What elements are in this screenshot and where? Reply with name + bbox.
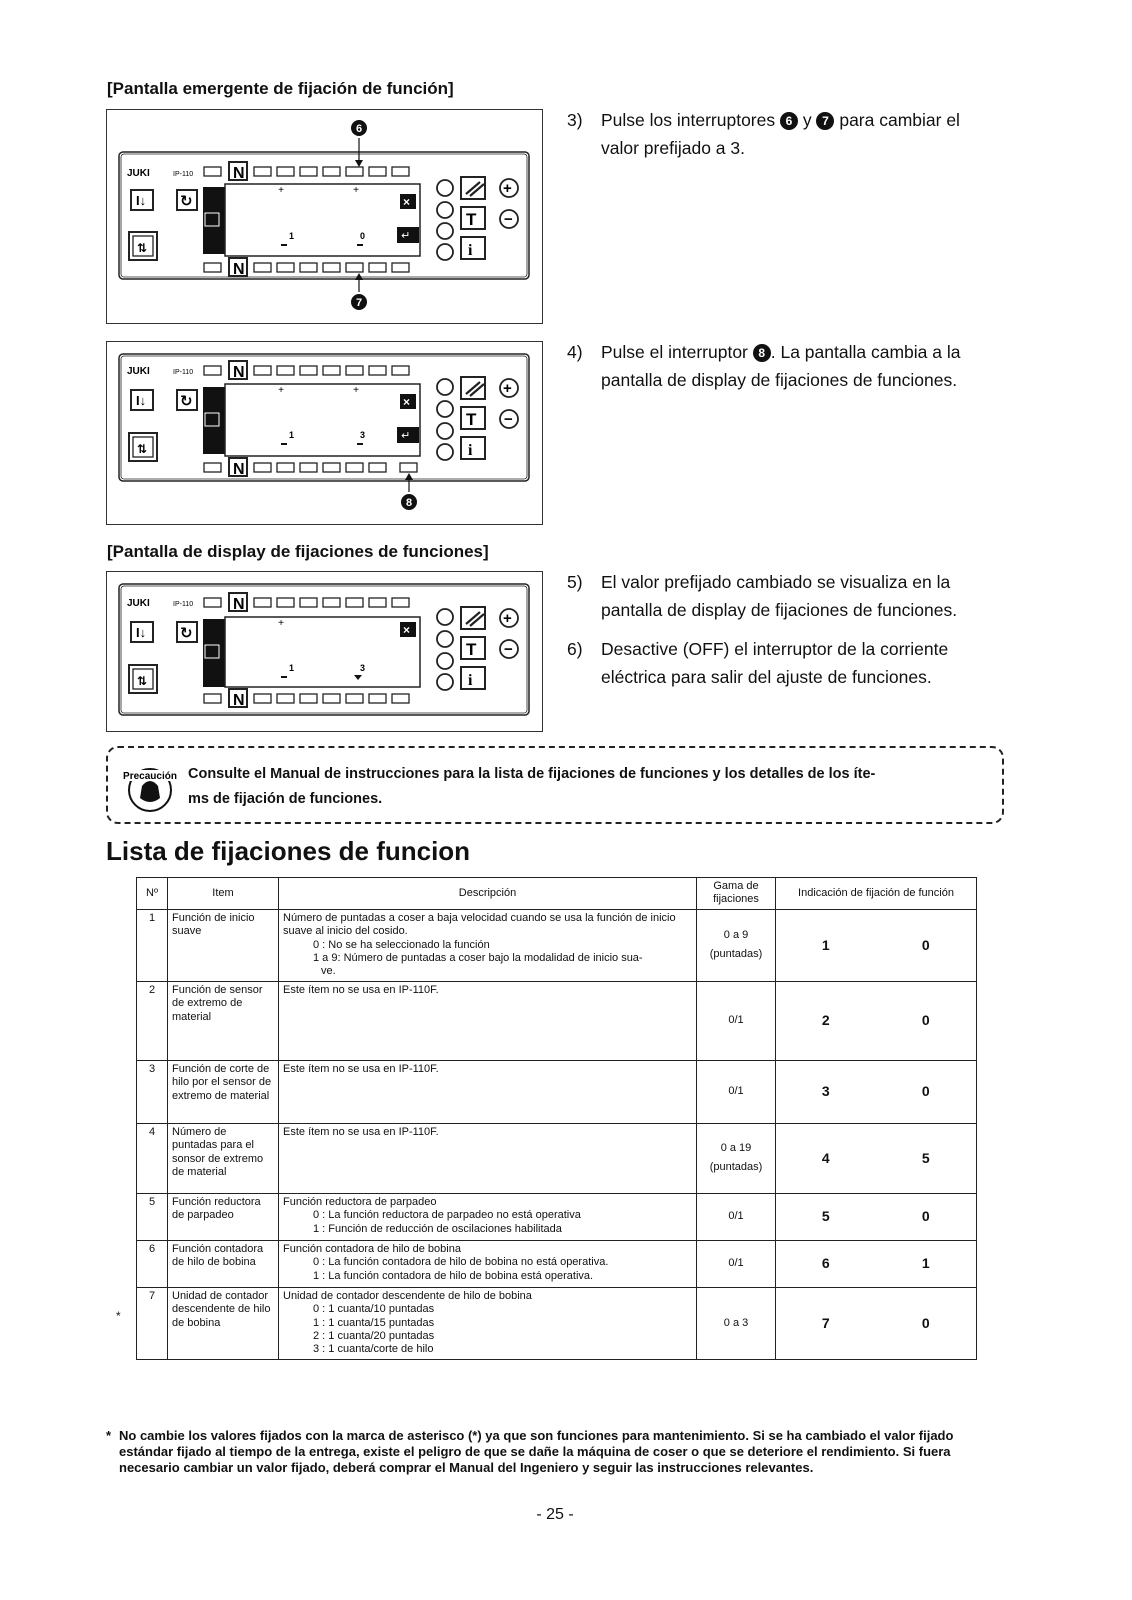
svg-text:+: + (503, 380, 512, 397)
svg-text:+: + (503, 610, 512, 627)
callout-7-ref: 7 (816, 112, 834, 130)
svg-text:I↓: I↓ (136, 193, 147, 208)
svg-text:T: T (466, 410, 477, 429)
callout-6-ref: 6 (780, 112, 798, 130)
step-3: 3) Pulse los interruptores 6 y 7 para cambiar el valor prefijado a 3. (567, 110, 960, 158)
section-title-display: [Pantalla de display de fijaciones de funciones] (107, 542, 489, 561)
svg-text:−: − (504, 641, 513, 658)
step-4: 4) Pulse el interruptor 8 . La pantalla cambia a la pantalla de display de fijaciones de funciones. (567, 342, 961, 390)
svg-text:N: N (233, 596, 245, 613)
table-row: 3 Función de corte de hilo por el sensor de extremo de material Este ítem no se usa en IP-110F. 0/1 3 0 (137, 1060, 977, 1123)
page-number: - 25 - (536, 1506, 574, 1523)
table-row: 6 Función contadora de hilo de bobina Función contadora de hilo de bobina 0 : La función contadora de hilo de bobina no está operativa. 1 : La función contadora de hilo de bobina está operativa. 0/1 6 1 (137, 1240, 977, 1287)
svg-text:JUKI: JUKI (127, 598, 150, 609)
section-title-popup: [Pantalla emergente de fijación de función] (107, 79, 454, 98)
panel-figure-1 (106, 109, 543, 324)
svg-text:I↓: I↓ (136, 625, 147, 640)
header-desc: Descripción (279, 878, 697, 910)
svg-text:+: + (353, 385, 359, 396)
svg-text:+: + (278, 385, 284, 396)
svg-text:IP-110: IP-110 (173, 601, 194, 608)
svg-text:−: − (504, 411, 513, 428)
callout-6: 6 (355, 123, 363, 135)
table-row: 4 Número de puntadas para el sonsor de extremo de material Este ítem no se usa en IP-110F. 0 a 19 (puntadas) 4 5 (137, 1123, 977, 1193)
svg-text:N: N (233, 364, 245, 381)
table-row: 1 Función de inicio suave Número de puntadas a coser a baja velocidad cuando se usa la función de inicio suave al inicio del cosido. 0 : No se ha seleccionado la función 1 a 9: Número de puntadas a coser bajo la modalidad de inicio sua- ve. 0 a 9 (puntadas) 1 0 (137, 909, 977, 981)
svg-text:T: T (466, 210, 477, 229)
callout-7: 7 (355, 297, 363, 309)
svg-text:i: i (468, 242, 473, 259)
caution-icon (122, 758, 178, 814)
svg-text:+: + (353, 185, 359, 196)
ip110-panel-diagram-2 (107, 342, 542, 524)
ip110-panel-diagram-3 (107, 572, 542, 731)
svg-text:↻: ↻ (180, 624, 193, 642)
model-label: IP-110 (173, 171, 194, 178)
header-range: Gama de fijaciones (697, 878, 776, 910)
svg-text:N: N (233, 261, 245, 278)
function-settings-table (136, 877, 977, 1360)
svg-text:⇅: ⇅ (137, 674, 148, 688)
panel-figure-3 (106, 571, 543, 732)
callout-8-ref: 8 (753, 344, 771, 362)
display-right-value: 3 (360, 430, 366, 440)
svg-text:↻: ↻ (180, 192, 193, 210)
table-row: 7 Unidad de contador descendente de hilo de bobina Unidad de contador descendente de hilo de bobina 0 : 1 cuanta/10 puntadas 1 : 1 cuanta/15 puntadas 2 : 1 cuanta/20 puntadas 3 : 1 cuanta/corte de hilo 0 a 3 7 0 (137, 1287, 977, 1359)
svg-text:+: + (278, 185, 284, 196)
ip110-panel-diagram-1 (107, 110, 542, 323)
table-row: 5 Función reductora de parpadeo Función reductora de parpadeo 0 : La función reductora de parpadeo no está operativa 1 : Función de reducción de oscilaciones habilitada 0/1 5 0 (137, 1193, 977, 1240)
svg-text:N: N (233, 692, 245, 709)
footnote-text: No cambie los valores fijados con la marca de asterisco (*) ya que son funciones para mantenimiento. Si se ha cambiado el valor fijado estándar fijado al tiempo de la entrega, existe el peligro de que se dañe la máquina de coser o que se deteriore el rendimiento. Si fuera necesario cambiar un valor fijado, deberá comprar el Manual del Ingeniero y seguir las instrucciones relevantes. (119, 1428, 954, 1475)
footnote-mark: * (106, 1428, 112, 1443)
display-right-value: 3 (360, 663, 366, 673)
step-6: 6) Desactive (OFF) el interruptor de la corriente eléctrica para salir del ajuste de funciones. (567, 639, 949, 687)
list-title: Lista de fijaciones de funcion (106, 836, 471, 866)
svg-text:×: × (403, 195, 411, 209)
table-row: 2 Función de sensor de extremo de material Este ítem no se usa en IP-110F. 0/1 2 0 (137, 981, 977, 1060)
caution-label: Precaución (123, 771, 177, 782)
footnote (106, 1428, 1006, 1476)
svg-text:T: T (466, 640, 477, 659)
svg-text:⇅: ⇅ (137, 241, 148, 255)
header-item: Item (168, 878, 279, 910)
display-left-value: 1 (289, 663, 295, 673)
svg-text:⇅: ⇅ (137, 442, 148, 456)
svg-text:IP-110: IP-110 (173, 369, 194, 376)
caution-line-1: Consulte el Manual de instrucciones para la lista de fijaciones de funciones y los detalles de los íte- (188, 766, 876, 782)
display-left-value: 1 (289, 231, 295, 241)
brand-logo: JUKI (127, 168, 150, 179)
svg-text:↵: ↵ (401, 429, 411, 442)
svg-text:N: N (233, 461, 245, 478)
table-header-row (137, 878, 977, 910)
caution-box (106, 746, 1004, 824)
svg-text:↵: ↵ (401, 229, 411, 242)
svg-text:×: × (403, 623, 411, 637)
header-indication: Indicación de fijación de función (776, 878, 977, 910)
svg-text:i: i (468, 442, 473, 459)
svg-text:−: − (504, 211, 513, 228)
step-5: 5) El valor prefijado cambiado se visualiza en la pantalla de display de fijaciones de funciones. (567, 572, 958, 620)
callout-8: 8 (405, 497, 413, 509)
svg-text:↻: ↻ (180, 392, 193, 410)
svg-text:+: + (503, 180, 512, 197)
svg-text:N: N (233, 165, 245, 182)
display-right-value: 0 (360, 231, 366, 241)
svg-text:I↓: I↓ (136, 393, 147, 408)
asterisk-marker: * (116, 1309, 121, 1323)
display-left-value: 1 (289, 430, 295, 440)
svg-text:JUKI: JUKI (127, 366, 150, 377)
svg-text:×: × (403, 395, 411, 409)
svg-text:i: i (468, 672, 473, 689)
svg-text:+: + (278, 618, 284, 629)
header-num: Nº (137, 878, 168, 910)
panel-figure-2 (106, 341, 543, 525)
caution-line-2: ms de fijación de funciones. (188, 791, 383, 807)
